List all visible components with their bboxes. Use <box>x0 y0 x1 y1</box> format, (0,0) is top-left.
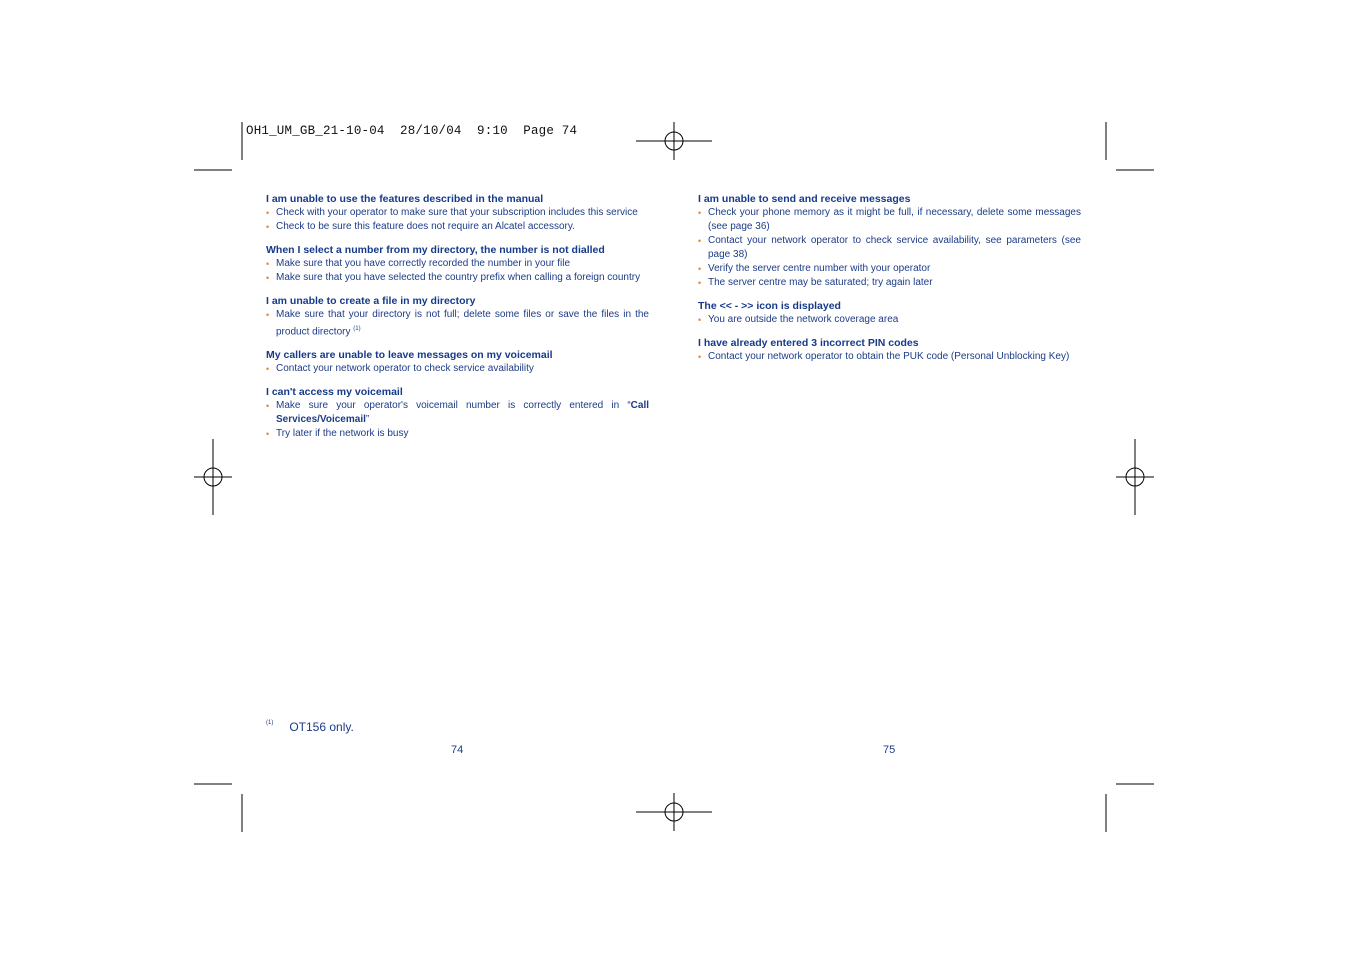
section-heading: When I select a number from my directory, the number is not dialled <box>266 244 605 256</box>
bullet-item: • Make sure that you have correctly recorded the number in your file <box>266 257 649 271</box>
bullet-item: • Check your phone memory as it might be full, if necessary, delete some messages (see page 36) <box>698 206 1081 234</box>
section-heading: I am unable to create a file in my directory <box>266 295 476 307</box>
bullet-item: • The server centre may be saturated; try again later <box>698 276 1081 290</box>
left-page-content <box>266 191 649 450</box>
registration-mark-left <box>194 439 232 515</box>
registration-mark-bottom <box>636 793 712 831</box>
bullet-item: • Contact your network operator to obtain the PUK code (Personal Unblocking Key) <box>698 350 1081 364</box>
section-heading: My callers are unable to leave messages on my voicemail <box>266 349 553 362</box>
right-page-content <box>698 191 1081 373</box>
bullet-text: ” <box>365 414 370 426</box>
section-features <box>266 192 649 234</box>
footnote-text: OT156 only. <box>289 720 354 734</box>
section-heading: I have already entered 3 incorrect PIN codes <box>698 337 919 349</box>
bullet-item: • Make sure that you have selected the country prefix when calling a foreign country <box>266 271 649 285</box>
page-number-left: 74 <box>451 744 464 756</box>
section-access-voicemail <box>266 385 649 441</box>
bullet-item: • Contact your network operator to check service availability, see parameters (see page 38) <box>698 234 1081 262</box>
bullet-item <box>266 308 649 339</box>
bullet-item: • Try later if the network is busy <box>266 427 649 441</box>
bullet-item: • Check with your operator to make sure that your subscription includes this service <box>266 206 649 220</box>
section-pin-codes <box>698 336 1081 364</box>
bullet-item: • Contact your network operator to check service availability <box>266 362 649 376</box>
bullet-item: • You are outside the network coverage area <box>698 313 1081 327</box>
bullet-text: Make sure that your directory is not full; delete some files or save the files in the product directory <box>276 309 649 338</box>
footnote-mark: (1) <box>266 720 274 726</box>
bullet-item: • Check to be sure this feature does not require an Alcatel accessory. <box>266 220 649 234</box>
section-heading: I am unable to use the features described in the manual <box>266 193 544 205</box>
section-heading: I am unable to send and receive messages <box>698 193 911 205</box>
footnote-reference: (1) <box>353 326 361 332</box>
section-messages <box>698 192 1081 290</box>
bullet-item: • Verify the server centre number with your operator <box>698 262 1081 276</box>
menu-path: Call Services/Voicemail <box>276 400 649 426</box>
section-heading: I can't access my voicemail <box>266 386 403 399</box>
footnote <box>266 720 354 734</box>
registration-mark-top <box>636 122 712 160</box>
bullet-text: Make sure your operator's voicemail number is correctly entered in “ <box>276 400 631 412</box>
section-create-file <box>266 294 649 339</box>
bullet-item <box>266 399 649 427</box>
section-callers-voicemail <box>266 348 649 376</box>
page-number-right: 75 <box>883 744 896 756</box>
registration-mark-right <box>1116 439 1154 515</box>
section-heading: The << - >> icon is displayed <box>698 300 841 312</box>
section-coverage-icon <box>698 299 1081 327</box>
section-directory-dial <box>266 243 649 285</box>
print-slug: OH1_UM_GB_21-10-04 28/10/04 9:10 Page 74 <box>246 124 578 138</box>
